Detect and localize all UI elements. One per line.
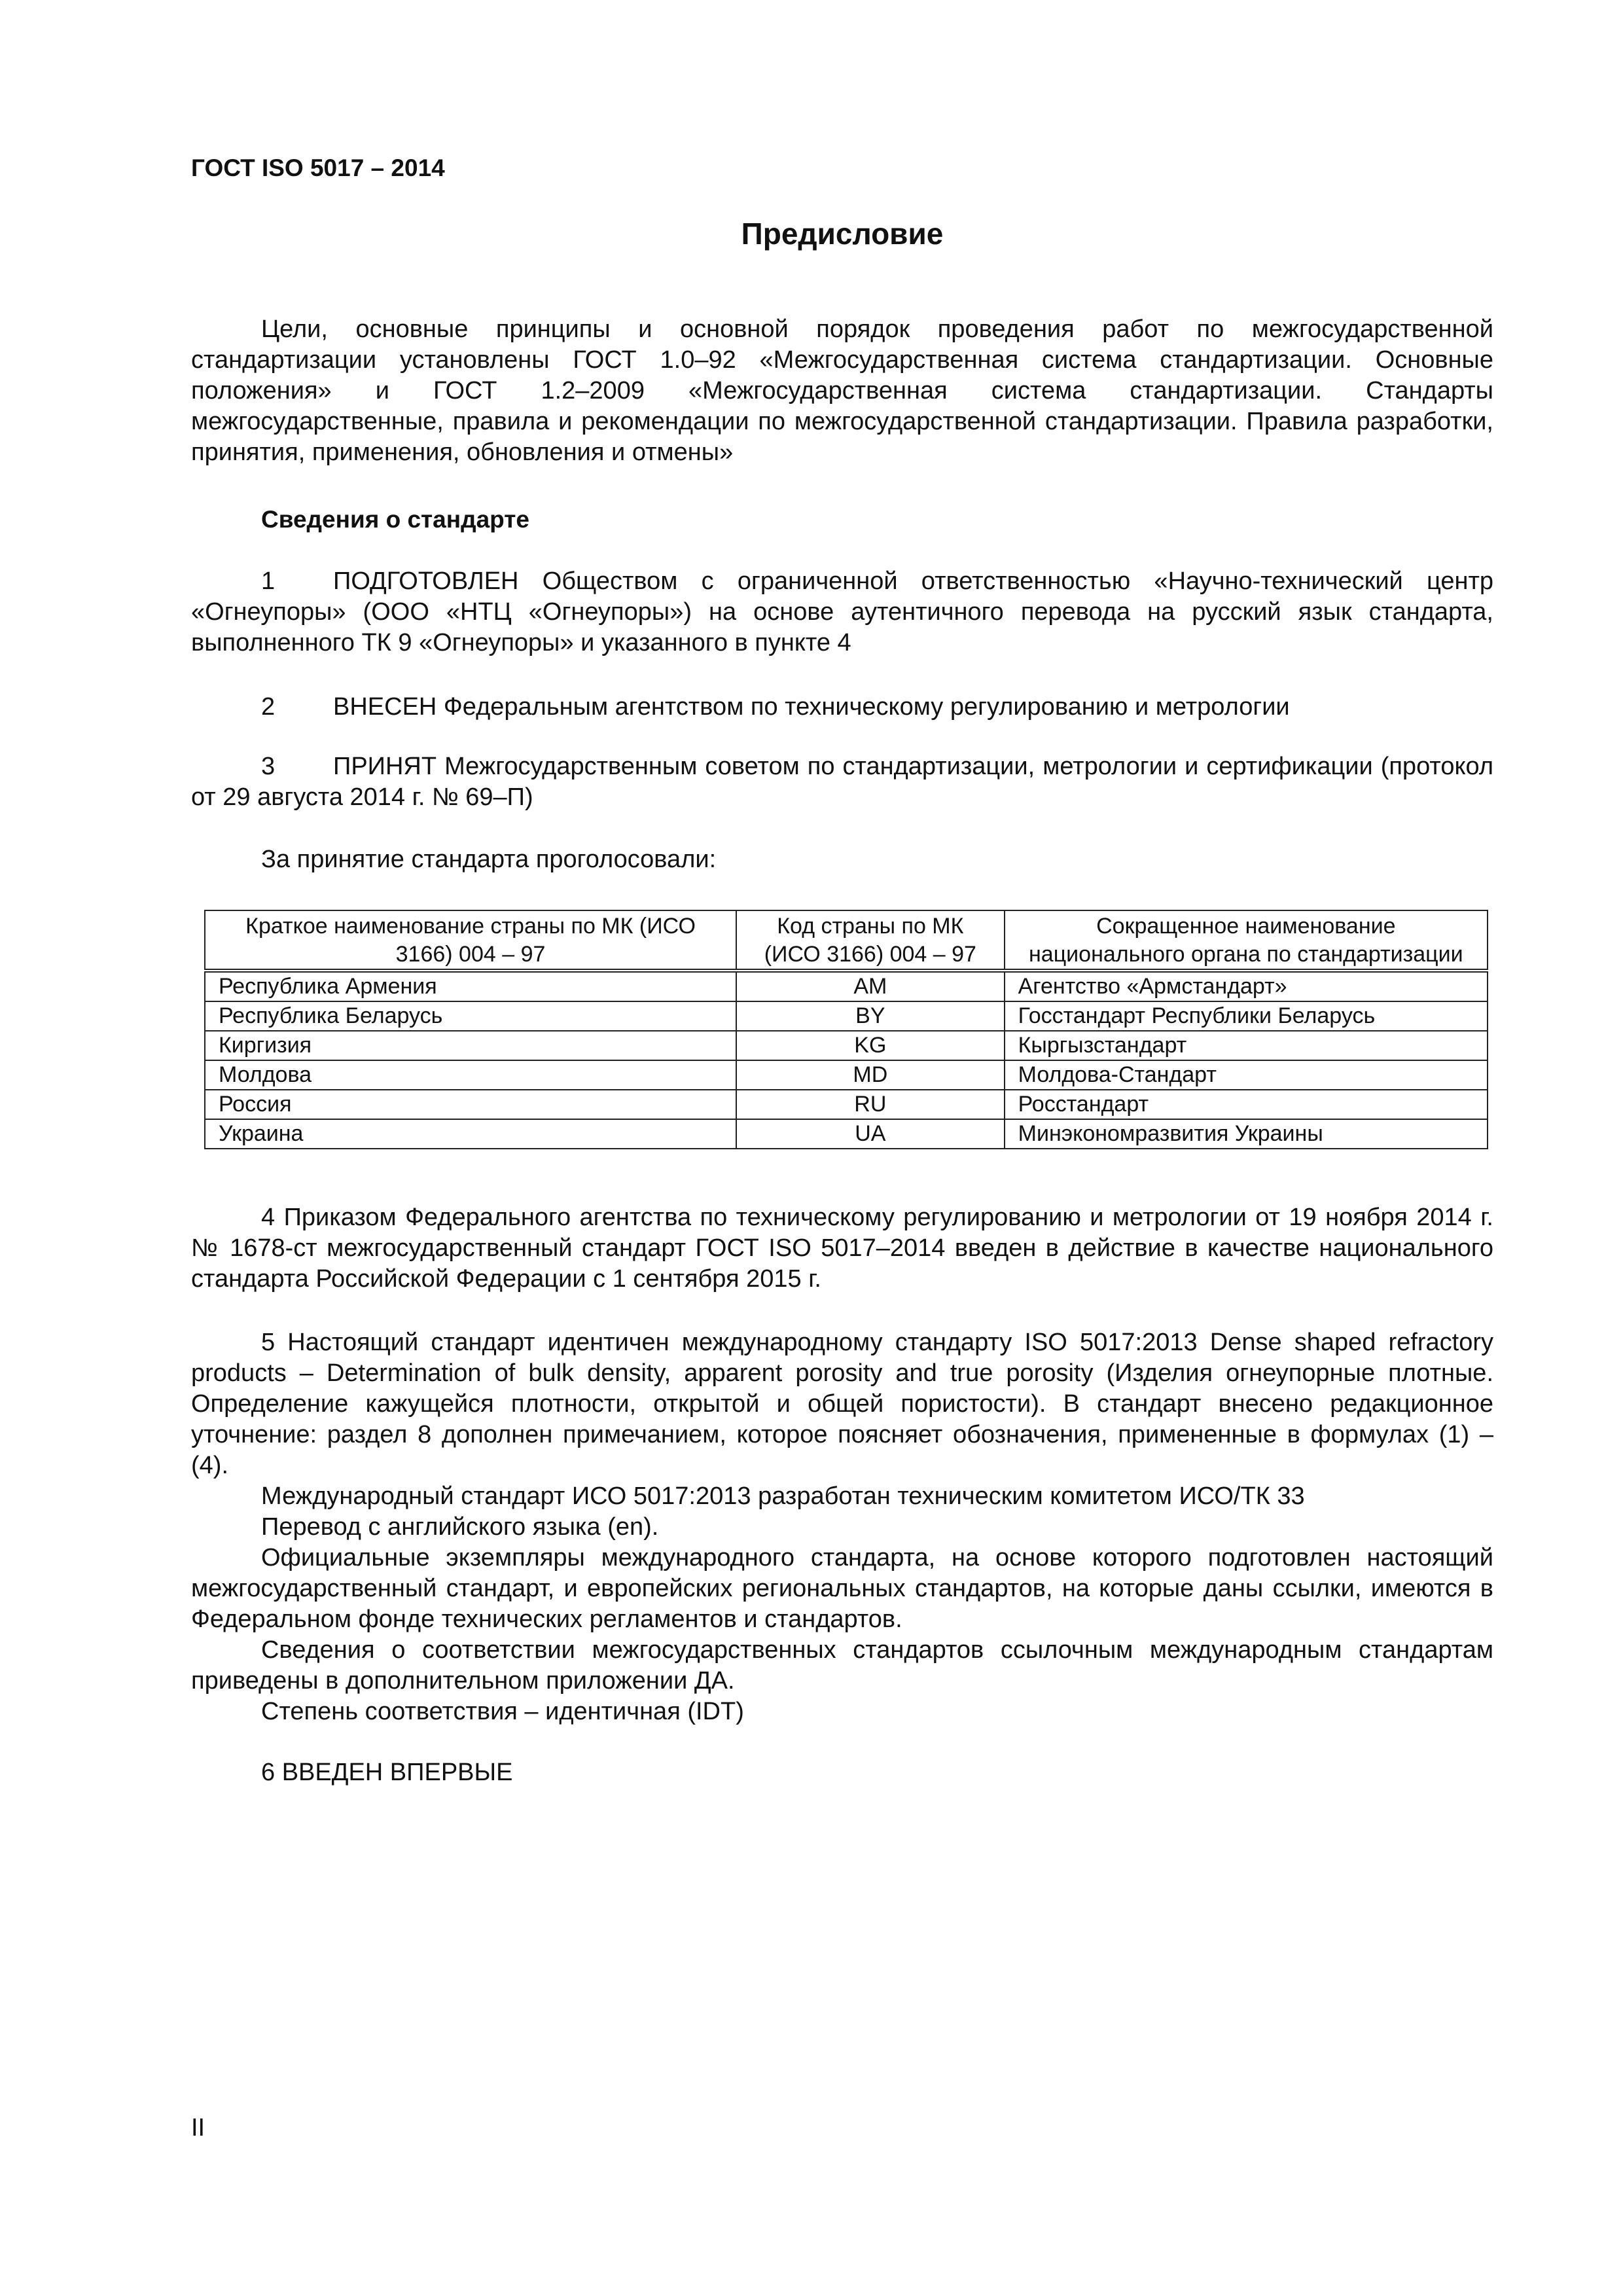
body-cell: Кыргызстандарт xyxy=(1005,1031,1488,1060)
code-cell: RU xyxy=(736,1090,1005,1119)
country-cell: Россия xyxy=(205,1090,736,1119)
intro-paragraph: Цели, основные принципы и основной порядок проведения работ по межгосударственной стандартизации установлены ГОСТ 1.0–92 «Межгосударственная система стандартизации. Основные положения» и ГОСТ 1.2–2009 «Межгосударственная система стандартизации. Стандарты межгосударственные, правила и рекомендации по межгосударственной стандартизации. Правила разработки, принятия, применения, обновления и отмены» xyxy=(191,315,1493,466)
body-cell: Росстандарт xyxy=(1005,1090,1488,1119)
page-title: Предисловие xyxy=(741,217,944,251)
code-cell: BY xyxy=(736,1001,1005,1031)
voted-label: За принятие стандарта проголосовали: xyxy=(261,846,717,873)
degree-note: Степень соответствия – идентичная (IDT) xyxy=(261,1698,744,1725)
item-2-number: 2 xyxy=(261,693,276,721)
code-cell: UA xyxy=(736,1119,1005,1149)
country-cell: Киргизия xyxy=(205,1031,736,1060)
official-copies-note: Официальные экземпляры международного стандарта, на основе которого подготовлен настоящий межгосударственный стандарт, и европейских региональных стандартов, на которые даны ссылки, имеются в Федеральном фонде технических регламентов и стандартов. xyxy=(191,1544,1493,1633)
translation-note: Перевод с английского языка (en). xyxy=(261,1513,659,1541)
country-cell: Молдова xyxy=(205,1060,736,1090)
page-number: II xyxy=(191,2114,205,2142)
table-row xyxy=(205,1060,1488,1090)
intl-standard-note: Международный стандарт ИСО 5017:2013 разработан техническим комитетом ИСО/ТК 33 xyxy=(261,1482,1305,1510)
code-cell: MD xyxy=(736,1060,1005,1090)
item-1-number: 1 xyxy=(261,567,276,595)
table-row xyxy=(205,1031,1488,1060)
item-3 xyxy=(191,751,1493,813)
table-row xyxy=(205,1001,1488,1031)
info-heading: Сведения о стандарте xyxy=(261,506,529,533)
header-country-code: Код страны по МК (ИСО 3166) 004 – 97 xyxy=(736,910,1005,971)
item-4: 4 Приказом Федерального агентства по техническому регулированию и метрологии от 19 ноября 2014 г. № 1678-ст межгосударственный стандарт ГОСТ ISO 5017–2014 введен в действие в качестве национального стандарта Российской Федерации с 1 сентября 2015 г. xyxy=(191,1204,1493,1293)
header-country-name: Краткое наименование страны по МК (ИСО 3166) 004 – 97 xyxy=(205,910,736,971)
item-1-text: ПОДГОТОВЛЕН Обществом с ограниченной ответственностью «Научно-технический центр «Огнеупоры» (ООО «НТЦ «Огнеупоры») на основе аутентичного перевода на русский язык стандарта, выполненного ТК 9 «Огнеупоры» и указанного в пункте 4 xyxy=(191,567,1493,656)
standard-code: ГОСТ ISO 5017 – 2014 xyxy=(191,154,445,181)
document-page xyxy=(191,0,1493,2296)
item-2 xyxy=(191,692,1493,723)
item-3-text: ПРИНЯТ Межгосударственным советом по стандартизации, метрологии и сертификации (протокол от 29 августа 2014 г. № 69–П) xyxy=(191,753,1493,811)
item-3-number: 3 xyxy=(261,753,276,780)
body-cell: Госстандарт Республики Беларусь xyxy=(1005,1001,1488,1031)
country-cell: Республика Армения xyxy=(205,971,736,1001)
code-cell: AM xyxy=(736,971,1005,1001)
votes-table xyxy=(204,910,1488,1149)
body-cell: Молдова-Стандарт xyxy=(1005,1060,1488,1090)
header-national-body: Сокращенное наименование национального органа по стандартизации xyxy=(1005,910,1488,971)
item-6: 6 ВВЕДЕН ВПЕРВЫЕ xyxy=(261,1759,513,1786)
table-row xyxy=(205,1090,1488,1119)
item-1 xyxy=(191,566,1493,658)
country-cell: Республика Беларусь xyxy=(205,1001,736,1031)
table-row xyxy=(205,971,1488,1001)
table-header-row xyxy=(205,910,1488,971)
item-5: 5 Настоящий стандарт идентичен международному стандарту ISO 5017:2013 Dense shaped refractory products – Determination of bulk density, apparent porosity and true porosity (Изделия огнеупорные плотные. Определение кажущейся плотности, открытой и общей пористости). В стандарт внесено редакционное уточнение: раздел 8 дополнен примечанием, которое поясняет обозначения, примененные в формулах (1) – (4). xyxy=(191,1329,1493,1479)
item-2-text: ВНЕСЕН Федеральным агентством по техническому регулированию и метрологии xyxy=(333,693,1290,721)
body-cell: Минэкономразвития Украины xyxy=(1005,1119,1488,1149)
code-cell: KG xyxy=(736,1031,1005,1060)
country-cell: Украина xyxy=(205,1119,736,1149)
correspondence-note: Сведения о соответствии межгосударственных стандартов ссылочным международным стандартам приведены в дополнительном приложении ДА. xyxy=(191,1636,1493,1695)
table-row xyxy=(205,1119,1488,1149)
body-cell: Агентство «Армстандарт» xyxy=(1005,971,1488,1001)
